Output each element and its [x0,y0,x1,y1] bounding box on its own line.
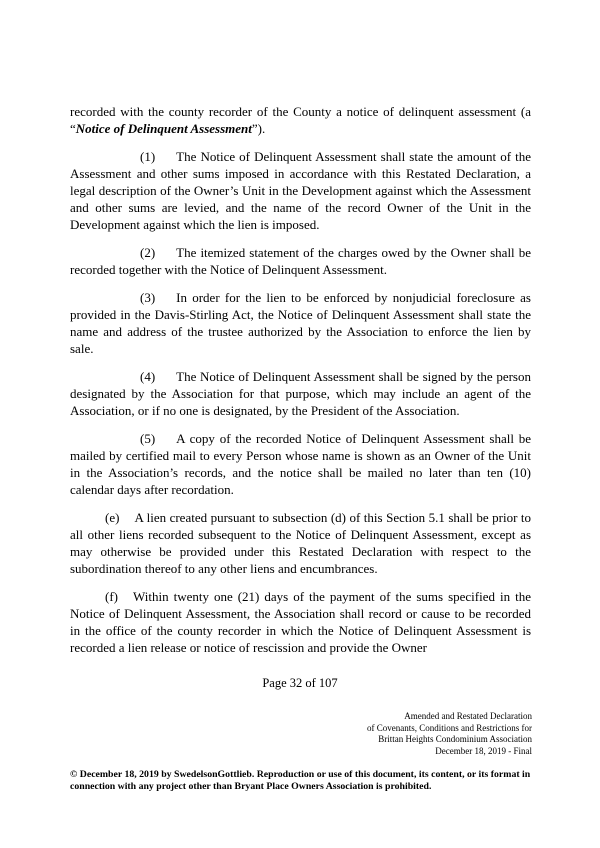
doc-info-line-1: Amended and Restated Declaration [404,711,532,721]
doc-info-line-3: Brittan Heights Condominium Association [378,734,532,744]
copyright-notice: © December 18, 2019 by SwedelsonGottlieb. Reproduction or use of this document, its content, or its format in connection with any project other than Bryant Place Owners Association is prohibited. [70,769,531,792]
item-number: (4) [140,369,156,384]
item-text: A lien created pursuant to subsection (d) of this Section 5.1 shall be prior to all other liens recorded subsequent to the Notice of Delinquent Assessment, except as may otherwise be provided under this Restated Declaration with respect to the subordination thereof to any other liens and encumbrances. [70,510,531,576]
numbered-item-3 [70,289,531,357]
item-text: Within twenty one (21) days of the payment of the sums specified in the Notice of Delinquent Assessment, the Association shall record or cause to be recorded in the office of the county recorder in which the Notice of Delinquent Assessment is recorded a lien release or notice of rescission and provide the Owner [70,589,531,655]
item-number: (3) [140,290,156,305]
intro-text-pre: recorded with the county recorder of the County a notice of delinquent assessment (a “ [70,104,531,136]
item-number: (5) [140,431,156,446]
item-number: (1) [140,149,156,164]
lettered-item-e [70,509,531,577]
numbered-item-2 [70,244,531,278]
numbered-item-4 [70,368,531,419]
item-letter: (e) [105,510,120,525]
item-text: The Notice of Delinquent Assessment shall be signed by the person designated by the Association for that purpose, which may include an agent of the Association, or if no one is designated, by the President of the Association. [70,369,531,418]
doc-info-line-4: December 18, 2019 - Final [435,745,532,756]
defined-term-notice-of-delinquent-assessment: Notice of Delinquent Assessment [75,121,252,136]
paragraph-intro [70,103,531,137]
numbered-item-5 [70,430,531,498]
lettered-item-f [70,588,531,656]
item-text: The itemized statement of the charges owed by the Owner shall be recorded together with the Notice of Delinquent Assessment. [70,245,531,277]
item-text: A copy of the recorded Notice of Delinquent Assessment shall be mailed by certified mail to every Person whose name is shown as an Owner of the Unit in the Association’s records, and the notice shall be mailed no later than ten (10) calendar days after recordation. [70,431,531,497]
item-text: In order for the lien to be enforced by nonjudicial foreclosure as provided in the Davis-Stirling Act, the Notice of Delinquent Assessment shall state the name and address of the trustee authorized by the Association to enforce the lien by sale. [70,290,531,356]
item-letter: (f) [105,589,118,604]
intro-text-post: ”). [251,121,266,136]
item-text: The Notice of Delinquent Assessment shall state the amount of the Assessment and other sums imposed in accordance with this Restated Declaration, a legal description of the Owner’s Unit in the Development against which the Assessment and other sums are levied, and the name of the record Owner of the Unit in the Development against which the lien is imposed. [70,149,531,232]
document-info-block [367,711,532,757]
document-body [70,103,531,667]
item-number: (2) [140,245,156,260]
doc-info-line-2: of Covenants, Conditions and Restrictions for [367,722,532,733]
page-number: Page 32 of 107 [262,676,338,690]
numbered-item-1 [70,148,531,233]
